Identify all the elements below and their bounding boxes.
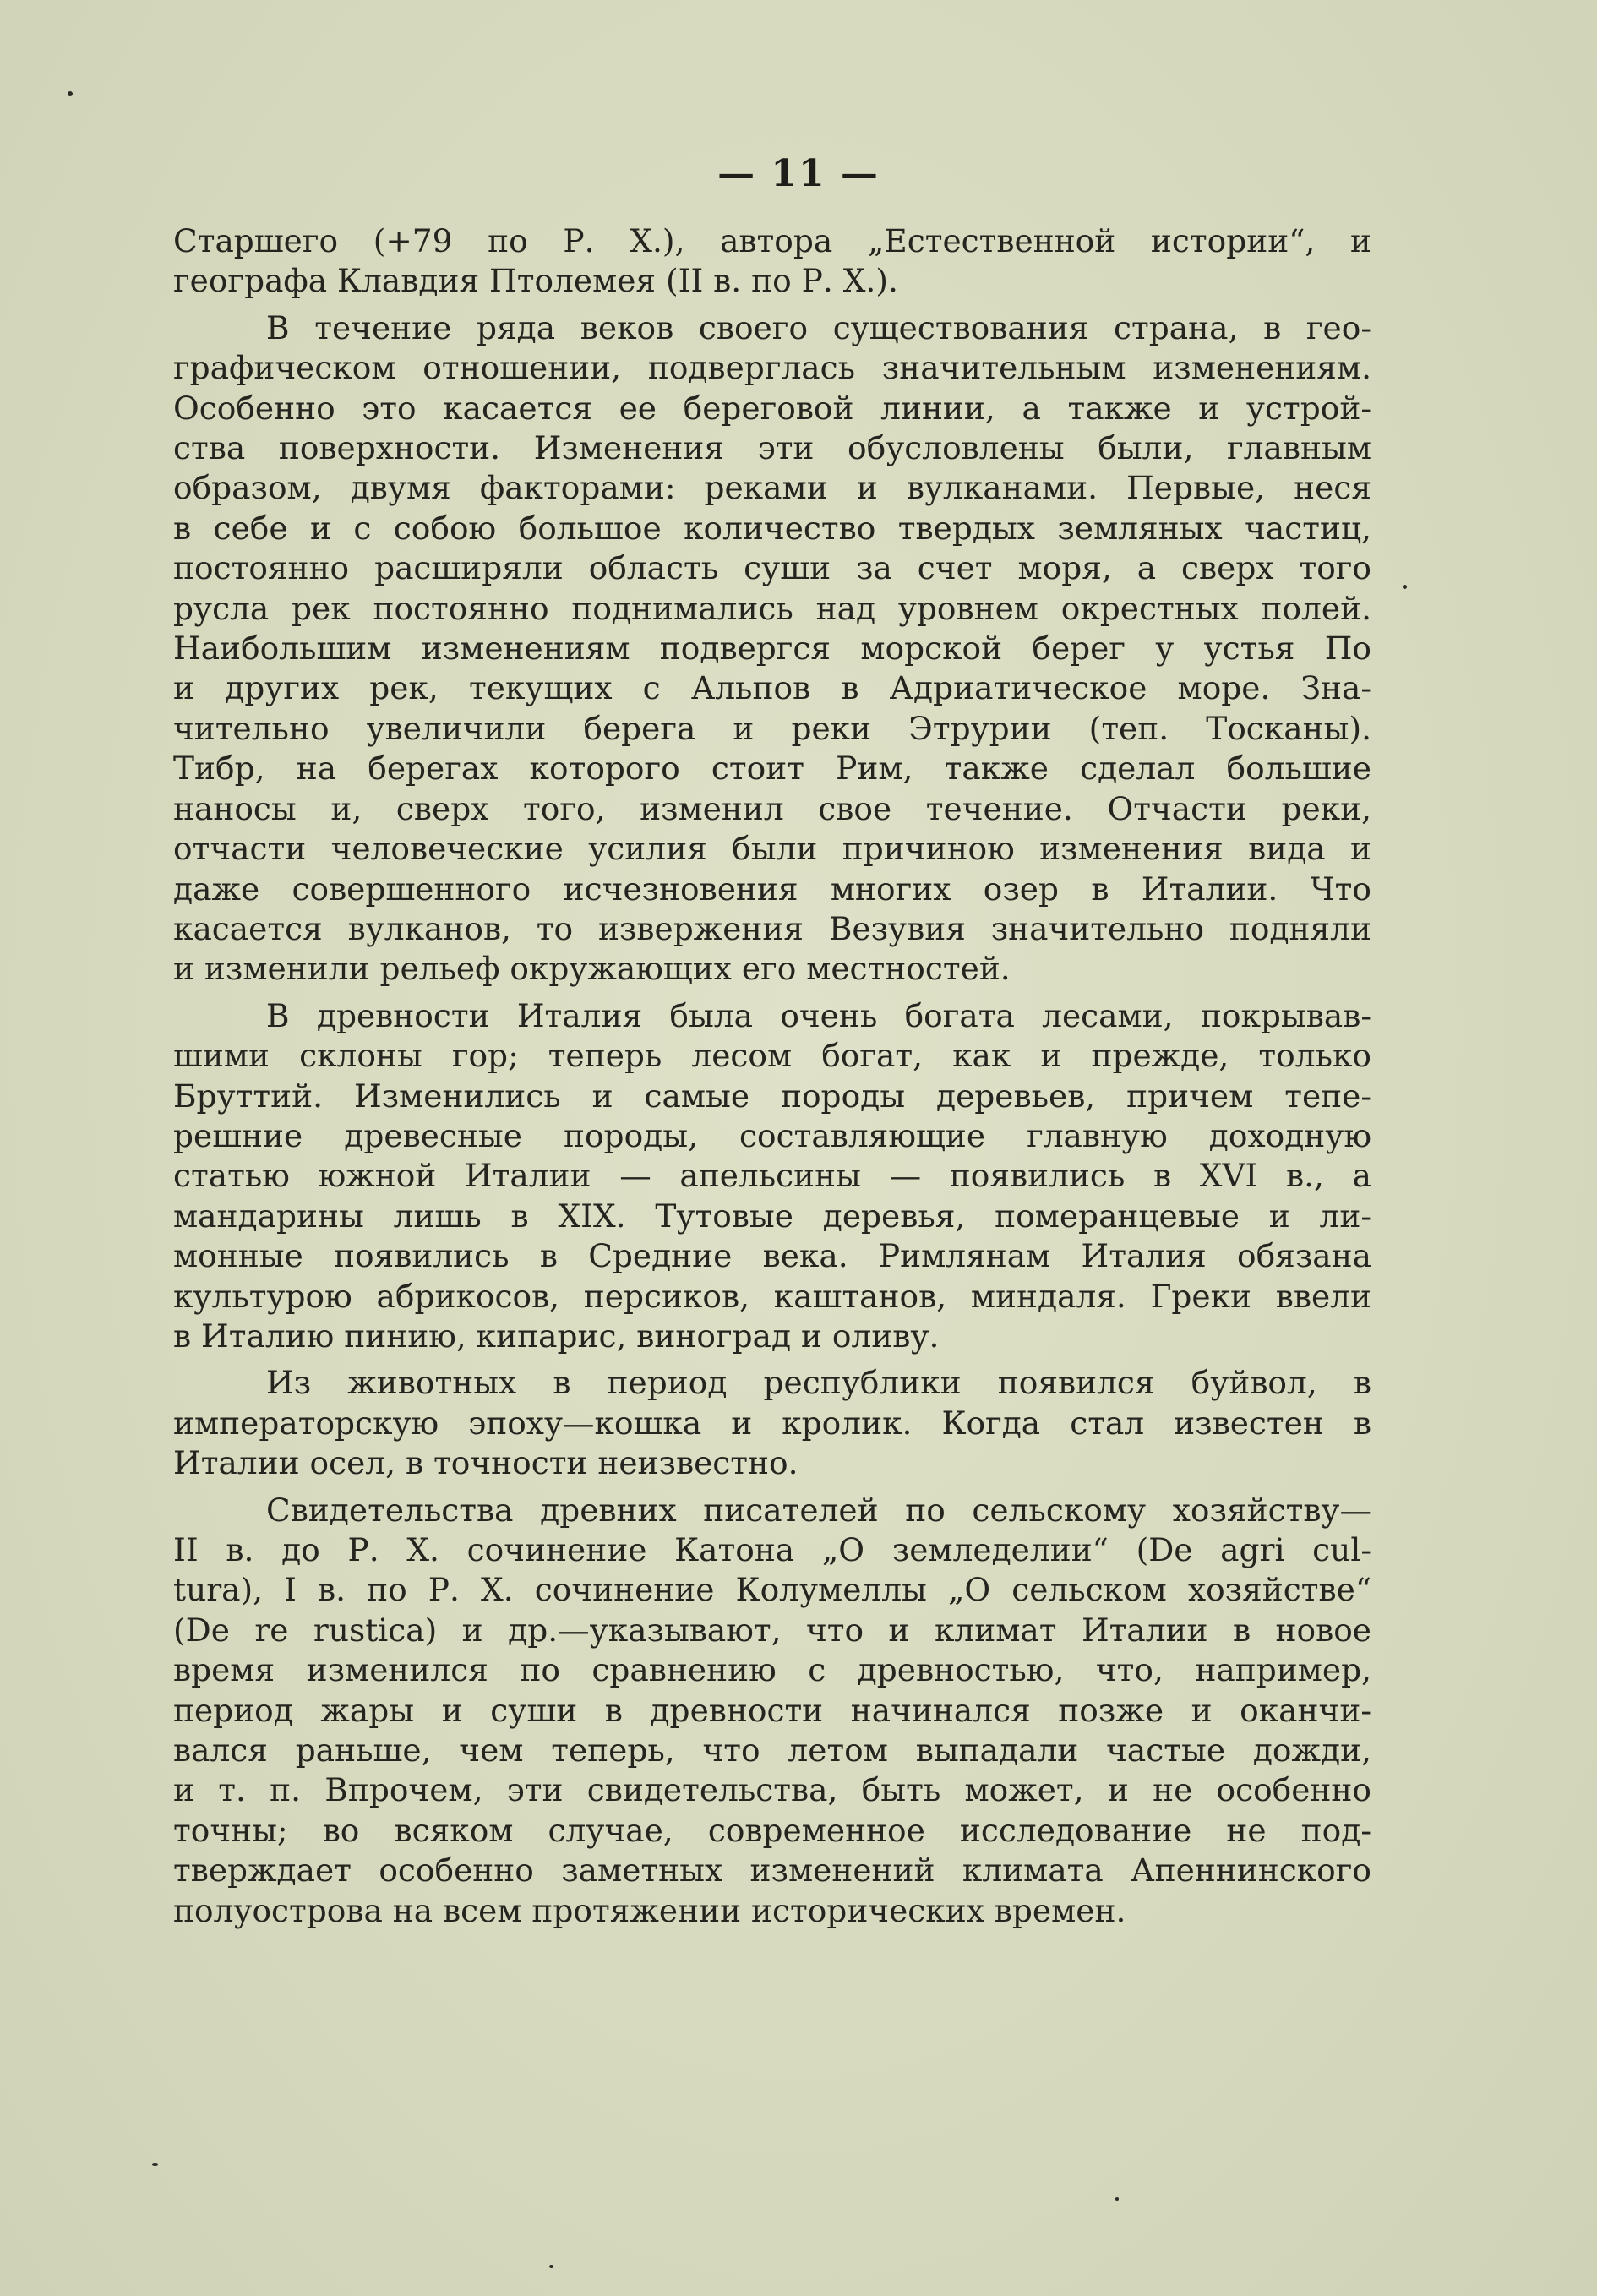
- scan-speck: [1115, 2197, 1119, 2201]
- text-line: ства поверхности. Изменения эти обусловлены были, главным: [173, 429, 1371, 467]
- text-line: Тибр, на берегах которого стоит Рим, также сделал большие: [173, 750, 1371, 788]
- text-line: В древности Италия была очень богата лесами, покрывав-: [266, 996, 1371, 1034]
- text-line: Из животных в период республики появился буйвол, в: [266, 1364, 1371, 1402]
- scan-speck: [152, 2163, 158, 2166]
- text-line: и т. п. Впрочем, эти свидетельства, быть может, и не особенно: [173, 1771, 1371, 1809]
- text-line: период жары и суши в древности начинался позже и оканчи-: [173, 1691, 1371, 1729]
- text-line: Старшего (+79 по Р. Х.), автора „Естественной истории“, и: [173, 222, 1371, 259]
- text-line: русла рек постоянно поднимались над уровнем окрестных полей.: [173, 589, 1371, 627]
- scan-speck: [549, 2265, 553, 2268]
- text-line: постоянно расширяли область суши за счет моря, а сверх того: [173, 549, 1371, 587]
- text-line: время изменился по сравнению с древностью, что, например,: [173, 1651, 1371, 1689]
- paragraph-4: [173, 1363, 1371, 1483]
- text-line: и других рек, текущих с Альпов в Адриатическое море. Зна-: [173, 669, 1371, 707]
- scan-speck: [1403, 585, 1407, 589]
- scan-speck: [68, 91, 73, 96]
- text-line: императорскую эпоху—кошка и кролик. Когда стал известен в: [173, 1404, 1371, 1442]
- text-line: Наибольшим изменениям подвергся морской берег у устья По: [173, 630, 1371, 668]
- text-line: точны; во всяком случае, современное исследование не под-: [173, 1811, 1371, 1849]
- text-line: II в. до Р. Х. сочинение Катона „О земледелии“ (De agri cul-: [173, 1531, 1371, 1568]
- body-text: [173, 221, 1371, 1931]
- text-line: мандарины лишь в XIX. Тутовые деревья, померанцевые и ли-: [173, 1197, 1371, 1235]
- text-line: монные появились в Средние века. Римлянам Италия обязана: [173, 1237, 1371, 1275]
- text-line: (De re rustica) и др.—указывают, что и климат Италии в новое: [173, 1611, 1371, 1649]
- text-line: в себе и с собою большое количество твердых земляных частиц,: [173, 509, 1371, 547]
- text-line: и изменили рельеф окружающих его местностей.: [173, 950, 1011, 988]
- text-line: Бруттий. Изменились и самые породы деревьев, причем тепе-: [173, 1077, 1371, 1115]
- text-line: чительно увеличили берега и реки Этрурии (теп. Тосканы).: [173, 709, 1371, 747]
- text-line: Особенно это касается ее береговой линии, а также и устрой-: [173, 389, 1371, 427]
- text-line: даже совершенного исчезновения многих озер в Италии. Что: [173, 870, 1371, 908]
- text-line: тверждает особенно заметных изменений климата Апеннинского: [173, 1852, 1371, 1890]
- text-line: Свидетельства древних писателей по сельскому хозяйству—: [266, 1491, 1371, 1529]
- paragraph-1: [173, 221, 1371, 302]
- text-line: статью южной Италии — апельсины — появились в XVI в., а: [173, 1157, 1371, 1195]
- text-line: касается вулканов, то извержения Везувия значительно подняли: [173, 909, 1371, 947]
- paragraph-5: [173, 1491, 1371, 1931]
- paragraph-2: [173, 308, 1371, 990]
- text-line: образом, двумя факторами: реками и вулканами. Первые, неся: [173, 469, 1371, 507]
- paragraph-3: [173, 996, 1371, 1357]
- text-line: культурою абрикосов, персиков, каштанов, миндаля. Греки ввели: [173, 1277, 1371, 1315]
- page-number: — 11 —: [717, 152, 880, 195]
- text-line: шими склоны гор; теперь лесом богат, как и прежде, только: [173, 1037, 1371, 1075]
- text-line: полуострова на всем протяжении исторических времен.: [173, 1891, 1126, 1929]
- text-line: В течение ряда веков своего существования страна, в гео-: [266, 308, 1371, 346]
- text-line: tura), I в. по Р. Х. сочинение Колумеллы „О сельском хозяйстве“: [173, 1571, 1371, 1609]
- text-line: в Италию пинию, кипарис, виноград и оливу.: [173, 1317, 940, 1355]
- text-line: отчасти человеческие усилия были причиною изменения вида и: [173, 830, 1371, 868]
- text-line: географа Клавдия Птолемея (II в. по Р. Х.).: [173, 262, 898, 300]
- text-line: графическом отношении, подверглась значительным изменениям.: [173, 349, 1371, 387]
- text-line: вался раньше, чем теперь, что летом выпадали частые дожди,: [173, 1732, 1371, 1770]
- text-line: Италии осел, в точности неизвестно.: [173, 1444, 798, 1482]
- text-line: решние древесные породы, составляющие главную доходную: [173, 1116, 1371, 1154]
- text-line: наносы и, сверх того, изменил свое течение. Отчасти реки,: [173, 789, 1371, 827]
